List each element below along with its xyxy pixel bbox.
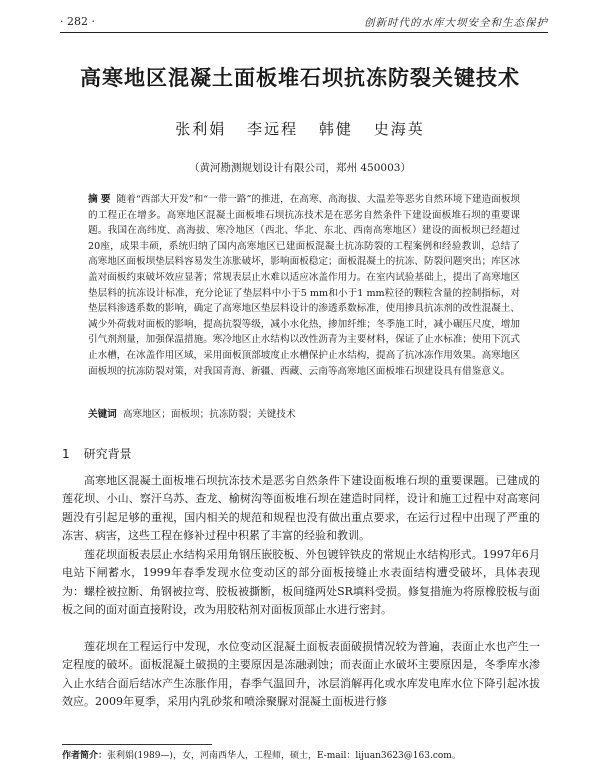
- abstract-label: 摘 要: [88, 194, 111, 205]
- running-header: [60, 14, 548, 33]
- author: 韩健: [318, 120, 353, 138]
- footnote-text: 张利娟(1989—)，女，河南西华人，工程师，硕士，E-mail：lijuan3623@163.com。: [107, 751, 461, 761]
- page-number: · 282 ·: [60, 15, 95, 28]
- body-paragraph: 莲花坝在工程运行中发现，水位变动区混凝土面板表面破损情况较为普遍，表面止水也产生一定程度的破坏。面板混凝土破损的主要原因是冻融剥蚀；而表面止水破坏主要原因是，冬季库水渗入止水结合面后结冰产生冻胀作用，春季气温回升，冰层消解再化或水库发电库水位下降引起冰拔效应。2009年夏季，采用内乳砂浆和喷涂聚脲对混凝土面板进行修: [62, 640, 540, 708]
- affiliation: （黄河勘测规划设计有限公司，郑州 450003）: [189, 162, 411, 174]
- body-paragraph: 莲花坝面板表层止水结构采用角钢压嵌胶板、外包镀锌铁皮的常规止水结构形式。1997年6月电站下闸蓄水，1999年春季发现水位变动区的部分面板接缝止水表面结构遭受破坏，具体表现为：螺栓被拉断、角钢被拉弯、胶板被撕断，板间缝两处SR填料受损。修复措施为将原橡胶板与面板之间的面对面直接附设，改为用胶粘剂对面板顶部止水进行密封。: [62, 548, 540, 616]
- abstract-text: 随着“西部大开发”和“一带一路”的推进，在高寒、高海拔、大温差等恶劣自然环境下建造面板坝的工程正在增多。高寒地区混凝土面板堆石坝抗冻技术是在恶劣自然条件下建设面板堆石坝的重要课题。我国在高纬度、高海拔、寒冷地区（西北、华北、东北、西南高寒地区）建设的面板坝已经超过20座，成果丰硕，系统归纳了国内高寒地区已建面板混凝土抗冻防裂的工程案例和经验教训，总结了高寒地区面板坝垫层料容易发生冻胀破坏，影响面板稳定；面板混凝土的抗冻、防裂问题突出；库区冰盖对面板约束破坏效应显著；常规表层止水难以适应冰盖作用力。在室内试验基础上，提出了高寒地区垫层料的抗冻设计标准，充分论证了垫层料中小于5 mm和小于1 mm粒径的颗粒含量的控制指标，对垫层料渗透系数的影响，确定了高寒地区垫层料设计的渗透系数标准，使用掺具抗冻剂的改性混凝土、减少外荷载对面板的影响，提高抗裂等级，减小水化热，掺加纤维；冬季施工时，减小碾压尺度，增加引气剂剂量，加强保温措施。寒冷地区止水结构以改性沥青为主要材料，保证了止水标准；使用下沉式止水槽，在冰盖作用区域，采用面板顶部坡度止水槽保护止水结构，提高了抗冰冻作用效果。高寒地区面板坝的抗冻防裂对策，对我国青海、新疆、西藏、云南等高寒地区面板堆石坝建设具有借鉴意义。: [88, 194, 521, 377]
- section-title: 研究背景: [83, 447, 132, 461]
- section-heading: [62, 445, 132, 462]
- section-number: 1: [62, 447, 70, 461]
- author: 史海英: [373, 120, 425, 138]
- keywords-text: 高寒地区；面板坝；抗冻防裂；关键技术: [122, 409, 296, 420]
- author: 张利娟: [175, 120, 227, 138]
- footnote: [62, 748, 562, 761]
- abstract: [88, 192, 520, 379]
- footnote-label: 作者简介：: [62, 751, 108, 761]
- body-paragraph: 高寒地区混凝土面板堆石坝抗冻技术是恶劣自然条件下建设面板堆石坝的重要课题。已建成的莲花坝、小山、察汗乌苏、查龙、榆树沟等面板堆石坝在建造时同样，设计和施工过程中对高寒问题没有引起足够的重视，国内相关的规范和规程也没有做出重点要求，在运行过程中出现了严重的冻害、病害，这些工程在修补过程中积累了丰富的经验和教训。: [62, 474, 540, 542]
- running-title: 创新时代的水库大坝安全和生态保护: [364, 17, 548, 29]
- keywords: [88, 406, 520, 420]
- author: 李远程: [247, 120, 299, 138]
- keywords-label: 关键词: [88, 409, 117, 420]
- footnote-rule: [62, 744, 212, 745]
- author-list: [0, 118, 600, 139]
- paper-title: 高寒地区混凝土面板堆石坝抗冻防裂关键技术: [80, 66, 520, 90]
